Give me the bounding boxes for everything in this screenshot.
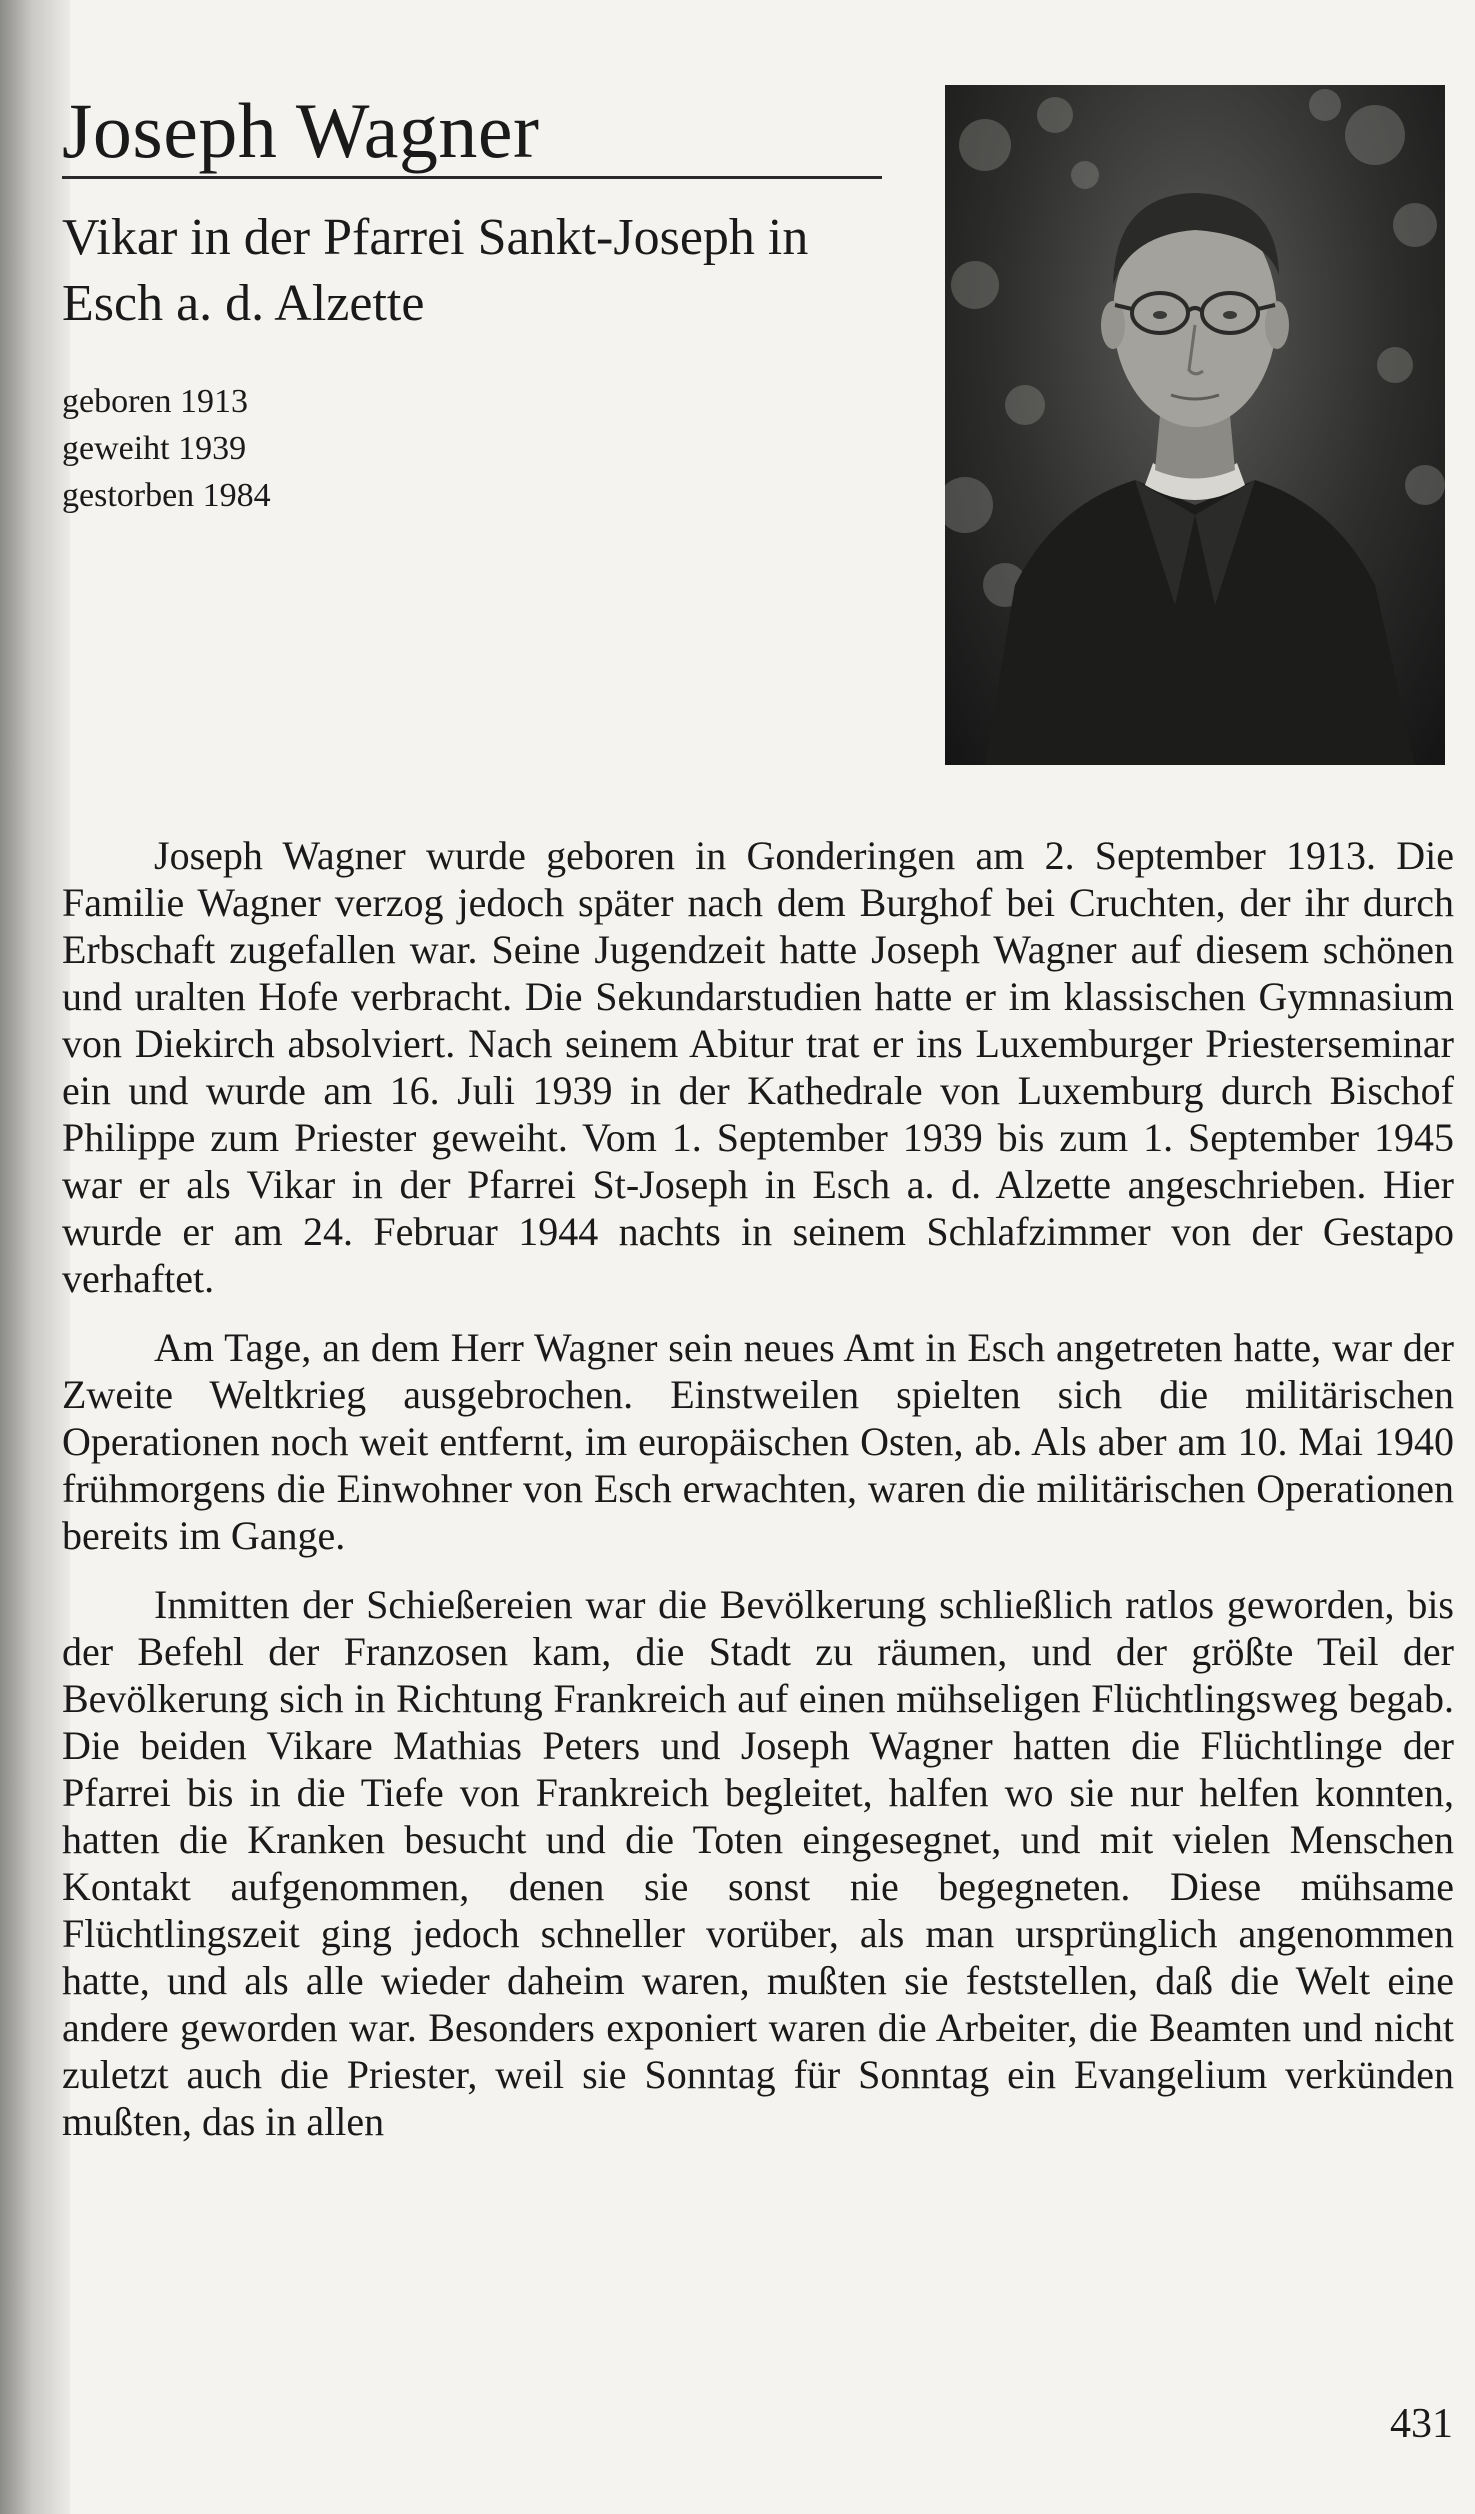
portrait-photo [945, 85, 1445, 765]
birth-date: geboren 1913 [62, 383, 249, 420]
scan-gutter-shadow [0, 0, 70, 2514]
title-divider [62, 176, 882, 179]
page-title: Joseph Wagner [62, 87, 540, 174]
paragraph: Inmitten der Schießereien war die Bevölkerung schließlich ratlos geworden, bis der Befehl der Franzosen kam, die Stadt zu räumen, und der größte Teil der Bevölkerung sich in Richtung Frankreich auf einen mühseligen Flüchtlingsweg begab. Die beiden Vikare Mathias Peters und Joseph Wagner hatten die Flüchtlinge der Pfarrei bis in die Tiefe von Frankreich begleitet, halfen wo sie nur helfen konnten, hatten die Kranken besucht und die Toten eingesegnet, und mit vielen Menschen Kontakt aufgenommen, denen sie sonst nie begegneten. Diese mühsame Flüchtlingszeit ging jedoch schneller vorüber, als man ursprünglich angenommen hatte, und als alle wieder daheim waren, mußten sie feststellen, daß die Welt eine andere geworden war. Besonders exponiert waren die Arbeiter, die Beamten und nicht zuletzt auch die Priester, weil sie Sonntag für Sonntag ein Evangelium verkünden mußten, das in allen [62, 1582, 1454, 2144]
page-subtitle: Vikar in der Pfarrei Sankt-Joseph in Esch a. d. Alzette [62, 209, 809, 332]
paragraph: Am Tage, an dem Herr Wagner sein neues Amt in Esch angetreten hatte, war der Zweite Weltkrieg ausgebrochen. Einstweilen spielten sich die militärischen Operationen noch weit entfernt, im europäischen Osten, ab. Als aber am 10. Mai 1940 frühmorgens die Einwohner von Esch erwachten, waren die militärischen Operationen bereits im Gange. [62, 1325, 1454, 1558]
paragraph: Joseph Wagner wurde geboren in Gonderingen am 2. September 1913. Die Familie Wagner verzog jedoch später nach dem Burghof bei Cruchten, der ihr durch Erbschaft zugefallen war. Seine Jugendzeit hatte Joseph Wagner auf diesem schönen und uralten Hofe verbracht. Die Sekundarstudien hatte er im klassischen Gymnasium von Diekirch absolviert. Nach seinem Abitur trat er ins Luxemburger Priesterseminar ein und wurde am 16. Juli 1939 in der Kathedrale von Luxemburg durch Bischof Philippe zum Priester geweiht. Vom 1. September 1939 bis zum 1. September 1945 war er als Vikar in der Pfarrei St-Joseph in Esch a. d. Alzette angeschrieben. Hier wurde er am 24. Februar 1944 nachts in seinem Schlafzimmer von der Gestapo verhaftet. [62, 833, 1454, 1301]
page-number: 431 [1390, 2401, 1453, 2447]
life-dates [62, 378, 271, 519]
death-date: gestorben 1984 [62, 477, 271, 514]
article-body [62, 832, 1454, 2167]
portrait-illustration [945, 85, 1445, 765]
ordination-date: geweiht 1939 [62, 430, 247, 467]
